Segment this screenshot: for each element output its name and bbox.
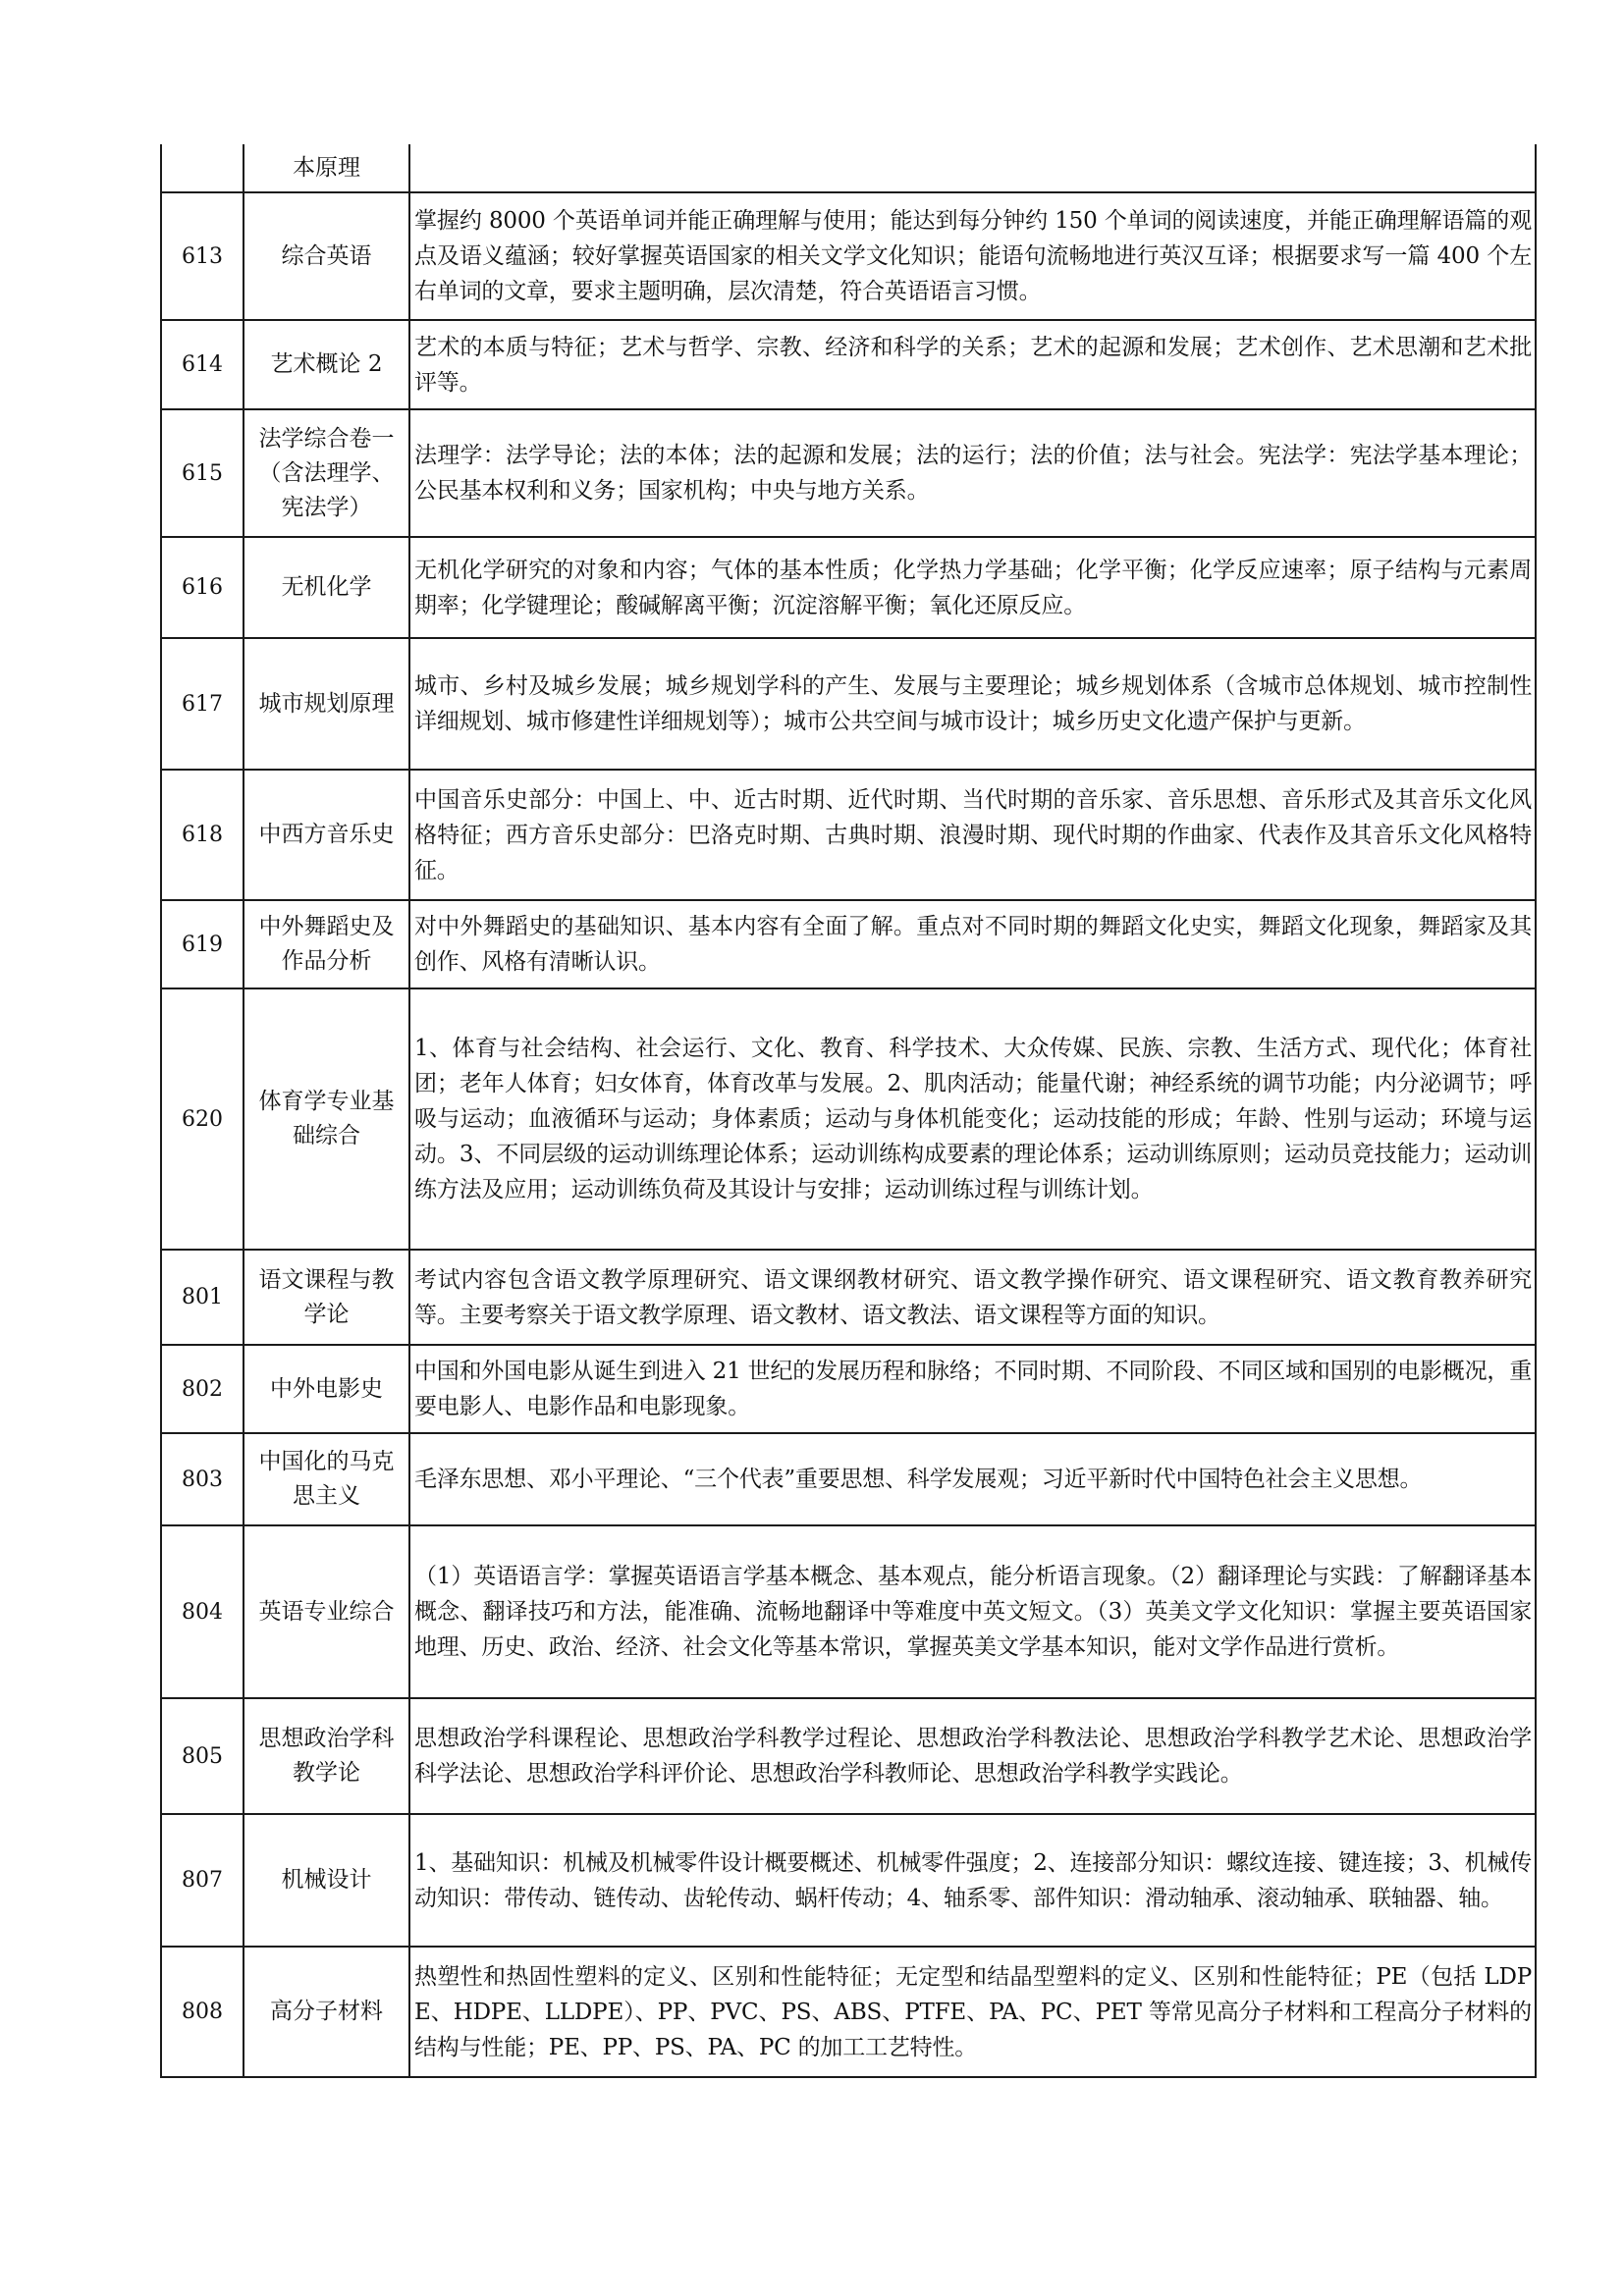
subject-name: 无机化学 (244, 537, 409, 638)
subject-name: 体育学专业基础综合 (244, 988, 409, 1250)
exam-subjects-table (160, 144, 1537, 2078)
subject-description: 对中外舞蹈史的基础知识、基本内容有全面了解。重点对不同时期的舞蹈文化史实，舞蹈文化现象，舞蹈家及其创作、风格有清晰认识。 (409, 900, 1536, 988)
subject-name: 中西方音乐史 (244, 770, 409, 900)
subject-code: 807 (161, 1814, 244, 1947)
table-row (161, 1814, 1536, 1947)
subject-name: 思想政治学科教学论 (244, 1698, 409, 1814)
subject-description: 1、基础知识：机械及机械零件设计概要概述、机械零件强度；2、连接部分知识：螺纹连接、键连接；3、机械传动知识：带传动、链传动、齿轮传动、蜗杆传动；4、轴系零、部件知识：滑动轴承、滚动轴承、联轴器、轴。 (409, 1814, 1536, 1947)
table-row (161, 770, 1536, 900)
subject-description (409, 144, 1536, 192)
subject-name: 高分子材料 (244, 1947, 409, 2077)
subject-code: 803 (161, 1433, 244, 1525)
subject-description: 掌握约 8000 个英语单词并能正确理解与使用；能达到每分钟约 150 个单词的阅读速度，并能正确理解语篇的观点及语义蕴涵；较好掌握英语国家的相关文学文化知识；能语句流畅地进行英汉互译；根据要求写一篇 400 个左右单词的文章，要求主题明确，层次清楚，符合英语语言习惯。 (409, 192, 1536, 320)
subject-description: （1）英语语言学：掌握英语语言学基本概念、基本观点，能分析语言现象。（2）翻译理论与实践：了解翻译基本概念、翻译技巧和方法，能准确、流畅地翻译中等难度中英文短文。（3）英美文学文化知识：掌握主要英语国家地理、历史、政治、经济、社会文化等基本常识，掌握英美文学基本知识，能对文学作品进行赏析。 (409, 1525, 1536, 1698)
table-row (161, 1433, 1536, 1525)
subject-name: 艺术概论 2 (244, 320, 409, 409)
subject-description: 城市、乡村及城乡发展；城乡规划学科的产生、发展与主要理论；城乡规划体系（含城市总体规划、城市控制性详细规划、城市修建性详细规划等）；城市公共空间与城市设计；城乡历史文化遗产保护与更新。 (409, 638, 1536, 770)
subject-code: 619 (161, 900, 244, 988)
table-row (161, 988, 1536, 1250)
subject-name: 语文课程与教学论 (244, 1250, 409, 1345)
subject-name: 综合英语 (244, 192, 409, 320)
subject-code: 617 (161, 638, 244, 770)
subject-code: 808 (161, 1947, 244, 2077)
subject-code: 804 (161, 1525, 244, 1698)
subject-code: 616 (161, 537, 244, 638)
subject-description: 无机化学研究的对象和内容；气体的基本性质；化学热力学基础；化学平衡；化学反应速率；原子结构与元素周期率；化学键理论；酸碱解离平衡；沉淀溶解平衡；氧化还原反应。 (409, 537, 1536, 638)
subject-description: 中国和外国电影从诞生到进入 21 世纪的发展历程和脉络；不同时期、不同阶段、不同区域和国别的电影概况，重要电影人、电影作品和电影现象。 (409, 1345, 1536, 1433)
subject-name: 法学综合卷一（含法理学、宪法学） (244, 409, 409, 537)
table-row (161, 144, 1536, 192)
subject-code: 614 (161, 320, 244, 409)
table-row (161, 192, 1536, 320)
subject-name: 中外电影史 (244, 1345, 409, 1433)
table-row (161, 1345, 1536, 1433)
subject-code: 613 (161, 192, 244, 320)
subject-description: 热塑性和热固性塑料的定义、区别和性能特征；无定型和结晶型塑料的定义、区别和性能特征；PE（包括 LDPE、HDPE、LLDPE）、PP、PVC、PS、ABS、PTFE、PA、PC、PET 等常见高分子材料和工程高分子材料的结构与性能；PE、PP、PS、PA、PC 的加工工艺特性。 (409, 1947, 1536, 2077)
subject-description: 思想政治学科课程论、思想政治学科教学过程论、思想政治学科教法论、思想政治学科教学艺术论、思想政治学科学法论、思想政治学科评价论、思想政治学科教师论、思想政治学科教学实践论。 (409, 1698, 1536, 1814)
subject-name: 中国化的马克思主义 (244, 1433, 409, 1525)
subject-description: 艺术的本质与特征；艺术与哲学、宗教、经济和科学的关系；艺术的起源和发展；艺术创作、艺术思潮和艺术批评等。 (409, 320, 1536, 409)
subject-code: 805 (161, 1698, 244, 1814)
table-row (161, 638, 1536, 770)
table-row (161, 537, 1536, 638)
subject-description: 法理学：法学导论；法的本体；法的起源和发展；法的运行；法的价值；法与社会。宪法学：宪法学基本理论；公民基本权利和义务；国家机构；中央与地方关系。 (409, 409, 1536, 537)
subject-code: 615 (161, 409, 244, 537)
table-row (161, 320, 1536, 409)
subject-code: 802 (161, 1345, 244, 1433)
subject-code: 618 (161, 770, 244, 900)
subject-description: 考试内容包含语文教学原理研究、语文课纲教材研究、语文教学操作研究、语文课程研究、语文教育教养研究等。主要考察关于语文教学原理、语文教材、语文教法、语文课程等方面的知识。 (409, 1250, 1536, 1345)
subject-name: 机械设计 (244, 1814, 409, 1947)
subject-name: 中外舞蹈史及作品分析 (244, 900, 409, 988)
table-row (161, 1698, 1536, 1814)
table-row (161, 409, 1536, 537)
table-row (161, 900, 1536, 988)
subject-description: 毛泽东思想、邓小平理论、“三个代表”重要思想、科学发展观；习近平新时代中国特色社会主义思想。 (409, 1433, 1536, 1525)
table-row (161, 1947, 1536, 2077)
subject-name: 英语专业综合 (244, 1525, 409, 1698)
subject-description: 1、体育与社会结构、社会运行、文化、教育、科学技术、大众传媒、民族、宗教、生活方式、现代化；体育社团；老年人体育；妇女体育，体育改革与发展。2、肌肉活动；能量代谢；神经系统的调节功能；内分泌调节；呼吸与运动；血液循环与运动；身体素质；运动与身体机能变化；运动技能的形成；年龄、性别与运动；环境与运动。3、不同层级的运动训练理论体系；运动训练构成要素的理论体系；运动训练原则；运动员竞技能力；运动训练方法及应用；运动训练负荷及其设计与安排；运动训练过程与训练计划。 (409, 988, 1536, 1250)
subject-code: 620 (161, 988, 244, 1250)
subject-name: 城市规划原理 (244, 638, 409, 770)
subject-name: 本原理 (244, 144, 409, 192)
table-row (161, 1525, 1536, 1698)
subject-code (161, 144, 244, 192)
subject-code: 801 (161, 1250, 244, 1345)
subject-description: 中国音乐史部分：中国上、中、近古时期、近代时期、当代时期的音乐家、音乐思想、音乐形式及其音乐文化风格特征；西方音乐史部分：巴洛克时期、古典时期、浪漫时期、现代时期的作曲家、代表作及其音乐文化风格特征。 (409, 770, 1536, 900)
table-row (161, 1250, 1536, 1345)
